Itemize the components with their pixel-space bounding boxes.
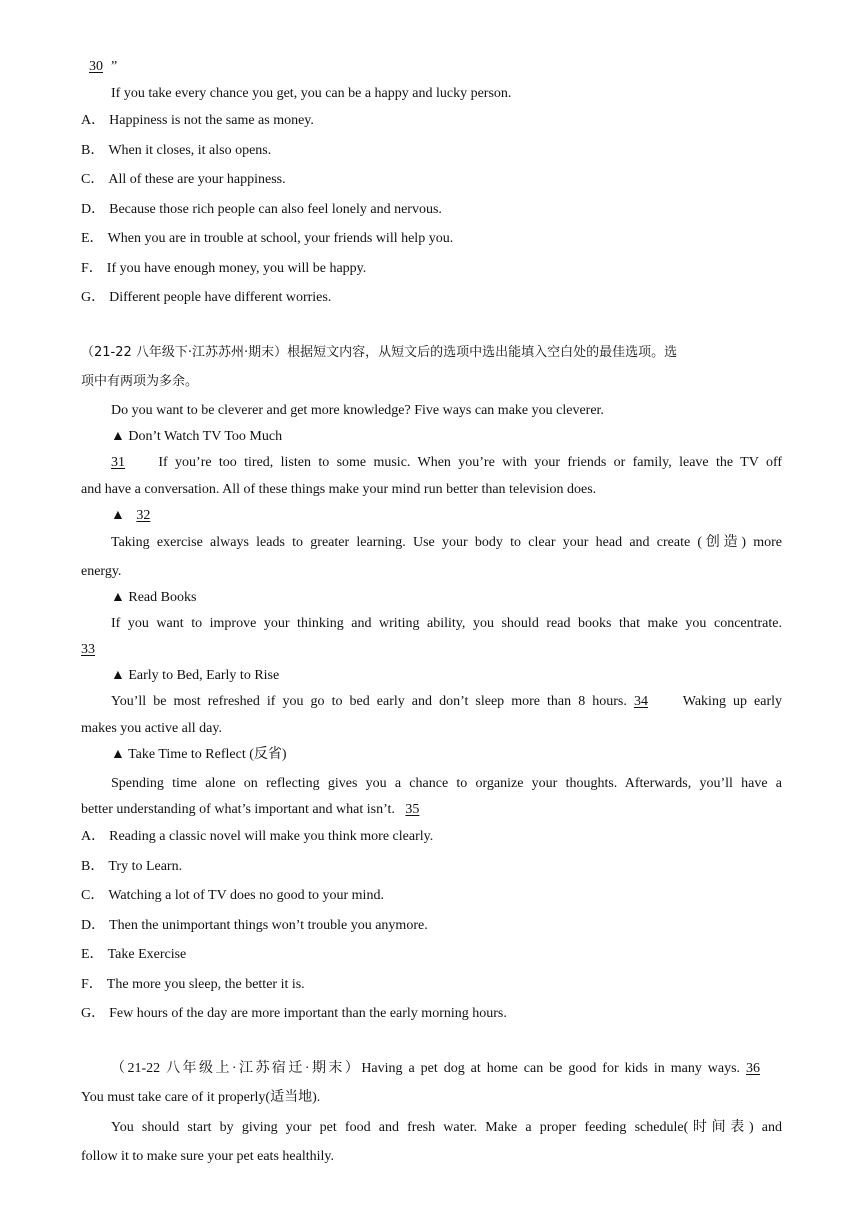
passage-paragraph: If you want to improve your thinking and writing ability, you should read books that make you concentrate. [111,616,782,631]
blank-32: 32 [136,508,151,523]
section3-paragraph: You should start by giving your pet food and fresh water. Make a proper feeding schedule(时间表) and [111,1120,782,1135]
option-item: D． Then the unimportant things won’t trouble you anymore. [81,918,428,933]
option-item: D． Because those rich people can also feel lonely and nervous. [81,202,442,217]
option-item: B． When it closes, it also opens. [81,143,272,158]
passage-heading: ▲ Take Time to Reflect (反省) [111,747,287,762]
passage-paragraph: Spending time alone on reflecting gives you a chance to organize your thoughts. Afterwards, you’ll have a [111,776,782,791]
option-item: G． Different people have different worries. [81,290,332,305]
passage-heading: ▲ 32 [111,507,158,525]
option-item: F． If you have enough money, you will be happy. [81,261,367,276]
passage-paragraph-cont: makes you active all day. [81,721,222,736]
option-item: C． Watching a lot of TV does no good to your mind. [81,888,384,903]
blank-33: 33 [81,642,95,657]
blank-31: 31 [111,455,125,470]
section3-paragraph-cont: follow it to make sure your pet eats healthily. [81,1149,334,1164]
blank-33-line [81,641,95,659]
passage-heading: ▲ Read Books [111,590,197,605]
passage-paragraph: Taking exercise always leads to greater learning. Use your body to clear your head and create (创造) more [111,535,782,550]
option-item: A． Happiness is not the same as money. [81,113,314,128]
section3-intro: （21-22 八年级上·江苏宿迁·期末）Having a pet dog at home can be good for kids in many ways. 36 [111,1060,782,1078]
passage-intro: Do you want to be cleverer and get more knowledge? Five ways can make you cleverer. [111,403,604,418]
option-item: B． Try to Learn. [81,859,183,874]
passage-paragraph-cont: and have a conversation. All of these things make your mind run better than television does. [81,482,597,497]
option-item: E． When you are in trouble at school, your friends will help you. [81,231,454,246]
blank-30-line [81,58,117,76]
option-item: F． The more you sleep, the better it is. [81,977,305,992]
passage-paragraph-cont: better understanding of what’s important and what isn’t. 35 [81,801,426,819]
section2-instruction: （21-22 八年级下·江苏苏州·期末）根据短文内容，从短文后的选项中选出能填入空白处的最佳选项。选 [81,345,678,360]
blank-30: 30 [89,59,103,74]
blank-34: 34 [633,694,648,709]
passage-paragraph: You’ll be most refreshed if you go to bed early and don’t sleep more than 8 hours. 34 Waking up early [111,694,783,709]
option-item: C． All of these are your happiness. [81,172,286,187]
blank-36: 36 [746,1061,761,1076]
option-item: G． Few hours of the day are more important than the early morning hours. [81,1006,507,1021]
passage-heading: ▲ Early to Bed, Early to Rise [111,668,280,683]
option-item: A． Reading a classic novel will make you think more clearly. [81,829,434,844]
passage-paragraph-cont: energy. [81,564,122,579]
blank-35: 35 [405,802,420,817]
closing-sentence: If you take every chance you get, you can be a happy and lucky person. [111,86,512,101]
section2-instruction-cont: 项中有两项为多余。 [81,374,199,389]
option-item: E． Take Exercise [81,947,187,962]
closing-quote: ” [111,59,118,74]
passage-heading: ▲ Don’t Watch TV Too Much [111,429,283,444]
section3-intro-cont: You must take care of it properly(适当地). [81,1090,321,1105]
passage-paragraph: 31 If you’re too tired, listen to some music. When you’re with your friends or family, leave the TV off [111,455,783,470]
